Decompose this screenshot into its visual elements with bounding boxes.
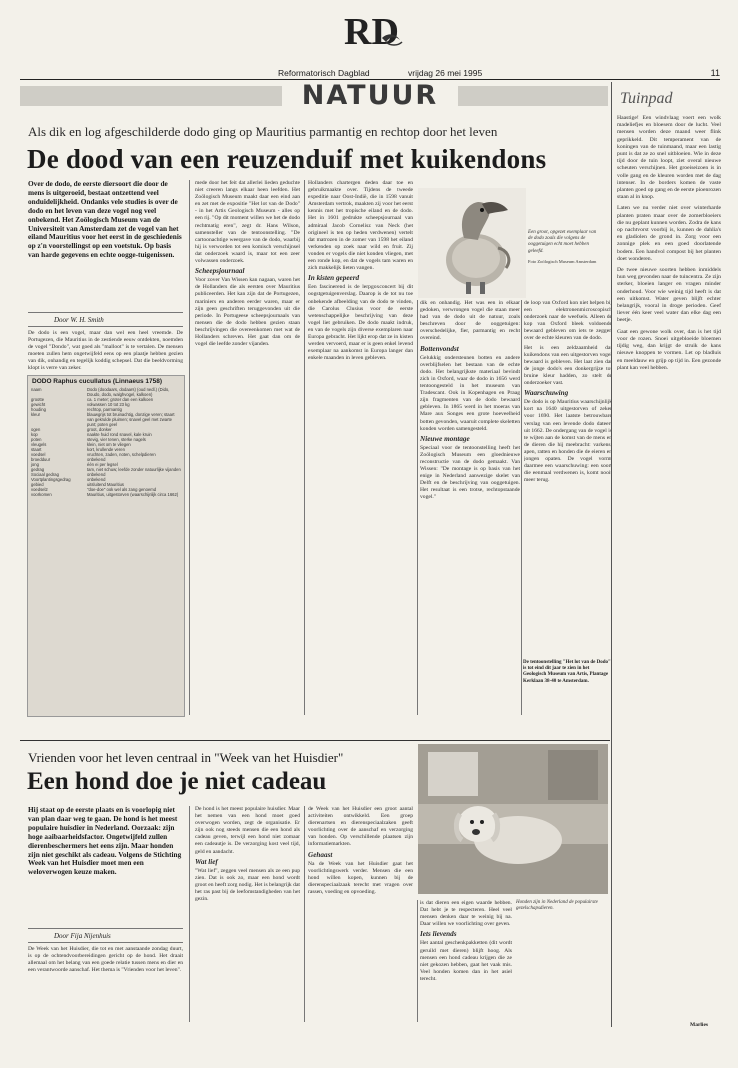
dodo-fact-value: Dodo (doodaars, dodaars) (oud nedl.) (Dido, Doudo, dodo, walghvogel, kalkoen) — [87, 387, 170, 397]
byline2-rule-top — [28, 928, 183, 929]
tuinpad-body3: De twee nieuwe soorten hebben inmiddels hun weg gevonden naar de tuincentra. Ze zijn sterker, bloeien langer en vragen minder onderhoud. Voor wie weinig tijd heeft is dat een uitkomst. Water geven blijft echter belangrijk, vooral in droge perioden. Geef liever één keer veel water dan elke dag een beetje. — [617, 267, 721, 324]
dodo-fact-value: onbekend — [87, 472, 106, 477]
dodo-fact-key: voedsel2 — [31, 487, 48, 492]
dodo-fact-key: poten — [31, 437, 42, 442]
dodo-fact-value: onbekend — [87, 477, 106, 482]
dodo-fact-value: volwassen 10 tot 23 kg — [87, 402, 130, 407]
dodo-fact-key: voorkomen — [31, 492, 52, 497]
dodo-fact-key: Sociaal gedrag — [31, 472, 59, 477]
logo-graphic — [338, 8, 408, 52]
article1-col5-body3: De dodo is op Mauritius waarschijnlijk kort na 1640 uitgestorven of zeker voor 1690. Het laatste betrouwbare verslag van een levende dodo dateert uit 1662. De ondergang van de vogel is te wijten aan de komst van de mens en de dieren die hij meebracht: varkens, apen, ratten en honden die de eieren en jongen opaten. De vogel vormt daarmee een waarschuwing: een soort die eenmaal verdwenen is, komt nooit meer terug. — [524, 399, 612, 484]
article1-headline: De dood van een reuzenduif met kuikendons — [27, 144, 547, 174]
byline-rule-bottom — [28, 326, 183, 327]
dodo-fact-key: staart — [31, 447, 42, 452]
tuinpad-body4: Gaat een gewone wolk over, dan is het tijd voor de rozen. Snoei uitgebloeide bloemen tijdig weg, dan krijgt de struik de kans nieuwe knoppen te vormen. Let op bladluis en meeldauw en grijp op tijd in. Een gezonde plant kan veel hebben. — [617, 328, 721, 371]
article1-byline: Door W. H. Smith — [54, 316, 104, 324]
article2-byline: Door Fija Nijenhuis — [54, 932, 111, 940]
byline-rule-top — [28, 312, 183, 313]
dodo-fact-key: kleur — [31, 412, 41, 417]
article1-col4-body2: Gelukkig ondersteunen botten en andere overblijfselen het bestaan van de echte dodo. Het belangrijkste materiaal bevindt zich in Oxford, waar de dodo in 1656 werd tentoongesteld in het museum van Tradescant. Ook in Kopenhagen en Praag zijn fragmenten van de dodo bewaard gebleven. In 1865 werd in het moeras van Mare aux Songes een grote hoeveelheid botten gevonden, waaruit complete skeletten konden worden samengesteld. — [420, 354, 520, 432]
dodo-fact-value: één ei per legsel — [87, 462, 118, 467]
column-divider — [417, 900, 418, 1022]
dodo-fact-value: klein, niet om te vliegen — [87, 442, 131, 447]
article2-lead: Hij staat op de eerste plaats en is voorlopig niet van plan daar weg te gaan. De hond is het meest populaire huisdier in Nederland. Oorzaak: zijn hoge aaibaarheidsfactor. Ongetwijfeld zullen dierenbeschermers het eens zijn. Maar honden zijn niet geschikt als cadeau. Volgens de Stichting Week van het Huisdier moet men een weloverwogen keuze maken. — [28, 806, 182, 877]
article2-headline: Een hond doe je niet cadeau — [27, 768, 327, 795]
dodo-fact-row — [28, 492, 184, 497]
tuinpad-column — [617, 115, 721, 1015]
article1-col2-body: mede door het feit dat allerlei lieden geduchte niet creeren langs elkaar heen leefden. Het Zoölogisch Museum maakt daar een eind aan en zet met de expositie "Het lot van de Dodo" - in het Artis Geologisch Museum - alles op een rij. "Op dit moment willen we het de dodo rechtmatig eren", zegt dr. Hans Wilson, samensteller van de tentoonstelling. "De cartoonachtige weergave van de dodo, waarbij hij is verworden tot een komisch verschijnsel dat onderzoek waard is, maar tot een zeer volwassen onderzoek. — [195, 180, 300, 265]
publication-date: vrijdag 26 mei 1995 — [408, 68, 483, 78]
byline2-rule-bottom — [28, 942, 183, 943]
page-number: 11 — [710, 68, 720, 78]
article1-col4-body3: Speciaal voor de tentoonstelling heeft het Zoölogisch Museum een gloednieuwe reconstructie van de dodo gemaakt. Van Wissen: "De montage is op basis van het enige in Nederland aanwezige skelet van Delft en de beschrijving van ooggetuigen. Het resultaat is een trotse, rechtopstaande vogel." — [420, 444, 520, 501]
dodo-box-title: DODO Raphus cucullatus (Linnaeus 1758) — [32, 378, 163, 385]
dodo-fact-key: broedduur — [31, 457, 51, 462]
dodo-fact-value: rechtop, parmantig — [87, 407, 122, 412]
dodo-illustration — [418, 188, 526, 298]
dodo-fact-key: voedsel — [31, 452, 46, 457]
subheading-bottenvondst: Bottenvondst — [420, 344, 459, 353]
tuinpad-body: Haastige! Een windvlaag voert een wolk madeliefjes en bloesem door de lucht. Veel mensen worden deze maand weer flink geprikkeld. Dit temperament van de koningen van de tuinmaand, maar een lastig punt is dat ze zo snel uitbloeien. Wie in deze tijd door de tuin loopt, ziet overal nieuwe scheuten verschijnen. Het groeiseizoen is in volle gang en de kleuren worden met de dag intenser. In de borders komen de vaste planten goed op gang en de eerste pioenrozen staan al in knop. — [617, 115, 721, 201]
article1-col2 — [195, 180, 300, 715]
article2-col2-body: De hond is het meest populaire huisdier. Maar het nemen van een hond moet goed overwogen worden, zegt de organisatie. Er zijn ook nog steeds mensen die een hond als cadeau geven, terwijl een hond niet zomaar een cadeautje is. De verzorging kost veel tijd, geld en aandacht. — [195, 806, 300, 855]
dodo-fact-row — [28, 387, 184, 397]
article1-col4 — [420, 300, 520, 715]
article2-kicker: Vrienden voor het leven centraal in "Week van het Huisdier" — [28, 750, 344, 765]
dodo-fact-key: grootte — [31, 397, 45, 402]
dodo-fact-value: onbekend — [87, 457, 106, 462]
dodo-fact-key: kop — [31, 432, 38, 437]
article1-col3-body2: Een fascinerend is de lerpgoxconcert bij dit oogstgetuigenverslag. Daarop is de tot nu toe onbekende afbeelding van de dodo te vinden, die Carolus Clusius voor de eerste wetenschappelijke beschrijving van deze vogel liet gebruiken. De dodo maakt indruk, en van de vogels zijn diverse exemplaren naar Europa gebracht. Het lijkt erop dat ze in kisten werden vervoerd, maar er is geen enkel levend exemplaar na aankomst in Europa langer dan enkele maanden in leven gebleven. — [308, 284, 413, 362]
section-band-left — [20, 86, 282, 106]
dodo-fact-key: naam — [31, 387, 42, 392]
article2-col3-body2: Na de Week van het Huisdier gaat het voorlichtingswerk verder. Mensen die een hond willen kopen, kunnen bij de dierenspeciaalzaak terecht met vragen over rassen, voeding en opvoeding. — [308, 860, 413, 896]
article2-col4 — [420, 900, 512, 1022]
dodo-fact-key: gedrag — [31, 467, 45, 472]
section-title: NATUUR — [301, 80, 439, 111]
article1-col1-body: De dodo is een vogel, maar dan wel een heel vreemde. De Portugezen, die Mauritius in de zestiende eeuw ontdekten, noemden de vogel "Dondo", wat goed als "malloot" is te vertalen. De mensen moeten zullen hem ongetwijfeld eens op een plaatje hebben gezien van dik, onhandig en tegelijk koddig schepsel. Dat die beeldvorming klopt is verre van zeker. — [28, 330, 183, 372]
dodo-fact-key: gewicht — [31, 402, 46, 407]
article2-col3-body: de Week van het Huisdier een groot aantal activiteiten ontwikkeld. Een groep dierenartsen en dierenspeciaalzaken geeft voorlichting over de aanschaf en verzorging van honden. Op verschillende plaatsen zijn informatiemarkten. — [308, 806, 413, 848]
dodo-fact-value: kort, krullende veren — [87, 447, 125, 452]
article2-col4-body: is dat dieren een eigen waarde hebben. Dat hebt je te respecteren. Heel veel mensen denken daar te weinig bij na. Daar willen we voorlichting over geven. — [420, 900, 512, 928]
tuinpad-column-title: Tuinpad — [620, 90, 673, 107]
dodo-fact-row — [28, 412, 184, 427]
article1-col4-body: dik en onhandig. Het was een in elkaar gedoken, verwrongen vogel die staan meer had van de dodo uit de natuur, zoals beschreven door de ooggetuigen: overschedelijke, fier, parmantig en recht overeind. — [420, 300, 520, 342]
subheading-gehaast: Gehaast — [308, 850, 333, 859]
column-divider — [304, 806, 305, 1022]
article1-col2-body2: Voor zover Van Wissen kan nagaan, waren het de Hollanders die als eersten over Mauritius publiceerden. Het kan zijn dat de Portugezen, mariniers en anderen eerder waren, maar er zijn geen geschriften teruggevonden uit die periode. In Portugeese scheepsjournaals van mensen die de dodo hebben gezien staan beschrijvingen die overeenkomen met wat de Hollanders schreven. Het gaat dan om de vogel die leefde zonder vijanden. — [195, 277, 300, 348]
section-band-right — [458, 86, 608, 106]
dodo-fact-value: "doe-doe" ook wel als zang genoemd — [87, 487, 157, 492]
article1-col5 — [524, 300, 612, 658]
subheading-wat-lief: Wat lief — [195, 857, 218, 866]
dodo-fact-key: vleugels — [31, 442, 47, 447]
exhibition-footnote: De tentoonstelling "Het lot van de Dodo" is tot eind dit jaar te zien in het Geologisch Museum van Artis, Plantage Kerklaan 38-40 te Amsterdam. — [523, 660, 611, 684]
dodo-fact-key: ogen — [31, 427, 41, 432]
article2-col2-body2: "Wat lief", zeggen veel mensen als ze een pup zien. Dat is ook zo, maar een hond wordt groot en heeft zorg nodig. Het is belangrijk dat het ras past bij de leefomstandigheden van het gezin. — [195, 867, 300, 903]
subheading-nieuwe-montage: Nieuwe montage — [420, 434, 470, 443]
dodo-fact-value: naakte huid rond snavel, kale kruin — [87, 432, 152, 437]
article2-col1-body: De Week van het Huisdier, die tot en met aanstaande zondag duurt, is op de ochtendvoorbereidingen gericht op de hond. Het draait allemaal om het belang van een goede relatie tussen mens en dier en een verantwoorde aanschaf. Het thema is "Vrienden voor het leven". — [28, 946, 183, 974]
dodo-fact-value: Mauritius, uitgestorven (waarschijnlijk circa 1662) — [87, 492, 179, 497]
dodo-fact-value: blauwgrijs tot bruinachtig, donzige veren; staart van gekrulde pluimen; snavel geel met zwarte punt; poten geel — [87, 412, 175, 427]
column-divider — [417, 300, 418, 715]
subheading-in-kisten: In kisten gepeerd — [308, 274, 360, 283]
article1-lead: Over de dodo, de eerste diersoort die door de mens is uitgeroeid, bestaat ontzettend veel onduidelijkheid. Ondanks vele studies is over de dodo en het leven van deze vogel nog veel onbekend. Het Zoölogisch Museum van de Universiteit van Amsterdam zet de vogel van het eiland Mauritius voor het eerst in de geschiedenis op z'n voorstellingst op een voetstuk. Op basis van harde gegevens en echte oogge-tuigenissen. — [28, 180, 182, 260]
column-divider — [304, 180, 305, 715]
dodo-fact-value: uitsluitend Mauritius — [87, 482, 125, 487]
dodo-photo — [418, 188, 526, 298]
dodo-fact-key: houding — [31, 407, 46, 412]
tuinpad-divider — [611, 82, 612, 1027]
subheading-scheepsjournaal: Scheepsjournaal — [195, 267, 245, 276]
article2-col4-body2: Het aantal geschenkpakketten (dit wordt geruild met dieren) blijft hoog. Als mensen een hond cadeau krijgen die ze niet gekozen hebben, gaat het vaak mis. Veel honden komen dan in het asiel terecht. — [420, 940, 512, 982]
dog-photo — [418, 744, 608, 894]
dodo-fact-value: vruchten, zaden, noten, schelpdieren — [87, 452, 156, 457]
article1-col3 — [308, 180, 413, 715]
dodo-fact-key: Voortplantingsgedrag — [31, 477, 71, 482]
column-divider — [189, 180, 190, 715]
article1-col5-body: de loop van Oxford kon niet helpen bij een elektronenmicroscopisch onderzoek naar de weefsels. Alleen de kop van Oxford bleek voldoende bewaard gebleven om iets te zeggen over de echte kleuren van de dodo. — [524, 300, 612, 342]
article-separator — [20, 740, 610, 741]
article1-col3-body: Hollanders chartergen deden daar toe en gebruikmaakte over. Tijdens de tweede expeditie naar Oost-Indië, die in 1598 vanuit Amsterdam vertrok, maakten zij voor het eerst kennis met het tropische eiland en de dodo. Het in 1601 gedrukte scheepsjournaal van admiraal Jacob Cornelisz van Neck (het origineel is ten op heden verdwenen) vertelt dat matrozen in de zomer van 1598 het eiland verkenden op zoek naar wild en fruit. Zij vonden er vogels die niet konden vliegen, met een ronde kop, en dat de vogels tam waren en zich makkelijk lieten vangen. — [308, 180, 413, 272]
newspaper-logo — [338, 8, 408, 52]
dog-photo-caption: Honden zijn in Nederland de populairste gezelschapsdieren. — [516, 900, 598, 912]
dodo-facts-table — [28, 387, 184, 497]
dodo-fact-value: tam, niet schuw; leefde zonder natuurlijke vijanden — [87, 467, 181, 472]
dodo-fact-value: stevig, vier tenen, sterke nagels — [87, 437, 146, 442]
logo-text: RD — [344, 11, 399, 52]
tuinpad-body2: Laten we nu verder niet over winterharde planten praten maar over de zomerbloeiers die nu geplant kunnen worden. Zodra de kans op nachtvorst voorbij is, kunnen de dahlia's en gladiolen de grond in. Zorg voor een zonnige plek en een goed doorlatende bodem. Een handvol compost bij het planten doet wonderen. — [617, 205, 721, 262]
subheading-iets-lievends: Iets lievends — [420, 930, 457, 939]
dodo-fact-value: groot, donker — [87, 427, 112, 432]
dodo-photo-credit: Foto Zoölogisch Museum Amsterdam — [528, 258, 597, 264]
dog-illustration — [418, 744, 608, 894]
masthead — [20, 8, 720, 78]
article2-col3 — [308, 806, 413, 1022]
column-divider — [521, 300, 522, 715]
dodo-photo-caption — [528, 230, 602, 265]
article2-col2 — [195, 806, 300, 1022]
dodo-fact-key: gebied — [31, 482, 44, 487]
subheading-waarschuwing: Waarschuwing — [524, 389, 569, 398]
publication-name: Reformatorisch Dagblad — [278, 68, 370, 78]
dodo-caption-text: Een groot, opgezet exemplaar van de dodo zoals die volgens de ooggetuigen echt moet hebben geleefd. — [528, 230, 597, 254]
dodo-facts-box — [27, 375, 185, 717]
dodo-fact-key: jong — [31, 462, 39, 467]
dodo-fact-value: ca. 1 meter; groter dan een kalkoen — [87, 397, 154, 402]
column-divider — [189, 806, 190, 1022]
article1-kicker: Als dik en log afgeschilderde dodo ging op Mauritius parmantig en rechtop door het leven — [28, 124, 498, 139]
article1-col5-body2: Het is een zeldzaamheid dat kuikendons van een uitgestorven vogel bewaard is gebleven. Het laat zien dat de jonge dodo's een donkergrijze tot bruine kleur hadden, zo stelt de onderzoeker vast. — [524, 344, 612, 387]
tuinpad-author: Marlies — [690, 1022, 709, 1028]
